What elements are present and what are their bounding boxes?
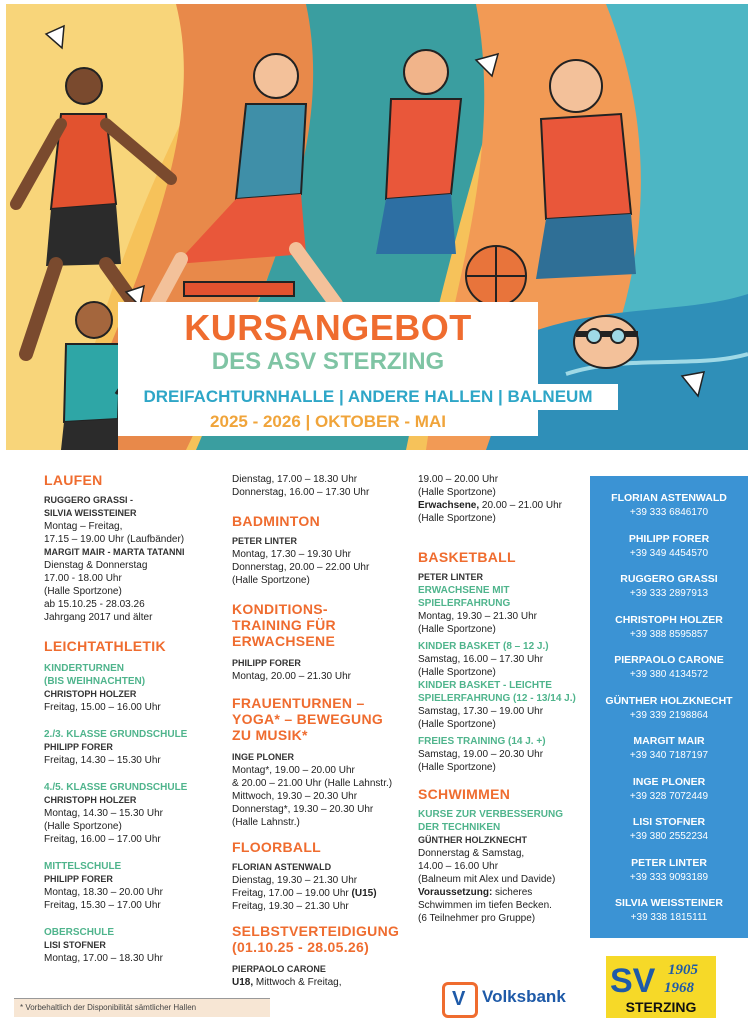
contact-phone[interactable]: +39 339 2198864 [629,709,709,721]
schedule-line: Donnerstag, 20.00 – 22.00 Uhr [232,562,370,573]
schedule-line: (Halle Sportzone) [232,575,310,586]
contact-entry [590,729,748,770]
trainer-name: SILVIA WEISSTEINER [44,508,137,518]
trainer-name: PHILIPP FORER [44,874,113,884]
column-2 [232,473,412,989]
subheading: FREIES TRAINING (14 J. +) [418,736,546,747]
schedule-line: Montag, 18.30 – 20.00 Uhr [44,887,163,898]
volksbank-icon [442,982,478,1018]
schedule-line: Freitag, 15.30 – 17.00 Uhr [44,900,161,911]
schedule-line: Freitag, 19.30 – 21.30 Uhr [232,901,349,912]
requirement-label: Voraussetzung: [418,887,493,898]
contact-phone[interactable]: +39 338 1815111 [630,912,708,923]
contact-entry [590,810,748,851]
schedule-line [418,886,588,899]
season-line: 2025 - 2026 | OKTOBER - MAI [118,410,538,436]
contact-phone[interactable]: +39 349 4454570 [629,547,709,559]
schedule-line: Donnerstag & Samstag, [418,848,525,859]
subheading: KINDERTURNEN [44,663,124,674]
trainer-name: CHRISTOPH HOLZER [44,689,137,699]
heading-schwimmen: SCHWIMMEN [418,786,511,802]
schedule-text: Freitag, 17.00 – 19.00 Uhr [232,888,349,899]
schedule-text: 20.00 – 21.00 Uhr [479,500,562,511]
contact-entry [590,891,748,932]
schedule-line: Montag*, 19.00 – 20.00 Uhr [232,765,355,776]
contact-entry [590,648,748,689]
schedule-line [232,976,412,989]
schedule-line: Samstag, 17.30 – 19.00 Uhr [418,706,544,717]
schedule-line: 17.15 – 19.00 Uhr (Laufbänder) [44,534,185,545]
schedule-line [418,499,588,512]
subheading: KINDER BASKET (8 – 12 J.) [418,641,549,652]
schedule-line: (Halle Sportzone) [418,487,496,498]
trainer-name: FLORIAN ASTENWALD [232,862,332,872]
contact-phone[interactable]: +39 380 4134572 [629,669,709,680]
schedule-line: ab 15.10.25 - 28.03.26 [44,599,145,610]
schedule-line: Dienstag, 19.30 – 21.30 Uhr [232,875,358,886]
volksbank-icon-letter: V [452,988,466,1010]
logo-name: STERZING [625,999,697,1015]
schedule-line: Donnerstag, 16.00 – 17.30 Uhr [232,487,370,498]
column-3 [418,473,588,925]
contact-entry [590,567,748,608]
subheading: OBERSCHULE [44,927,115,938]
schedule-line [232,887,412,900]
trainer-name: LISI STOFNER [44,940,106,950]
contact-name: GÜNTHER HOLZKNECHT [605,694,733,707]
schedule-line: & 20.00 – 21.00 Uhr (Halle Lahnstr.) [232,778,393,789]
heading-selbstverteidigung-dates: (01.10.25 - 28.05.26) [232,939,370,955]
contact-phone[interactable]: +39 333 9093189 [629,871,709,883]
trainer-name: MARGIT MAIR - MARTA TATANNI [44,547,185,557]
subheading: SPIELERFAHRUNG (12 - 13/14 J.) [418,693,576,704]
trainer-name: PETER LINTER [418,572,484,582]
contact-phone[interactable]: +39 388 8595857 [629,628,709,640]
heading-basketball: BASKETBALL [418,549,516,565]
schedule-text: Mittwoch & Freitag, [253,977,342,988]
schedule-line: Freitag, 14.30 – 15.30 Uhr [44,755,161,766]
logo-year: 1905 [668,962,698,978]
schedule-line: 17.00 - 18.00 Uhr [44,573,122,584]
contact-entry [590,527,748,568]
subheading: ERWACHSENE MIT [418,585,510,596]
schedule-line: Dienstag & Donnerstag [44,560,148,571]
schedule-line: Montag, 20.00 – 21.30 Uhr [232,671,351,682]
schedule-line: (Halle Sportzone) [44,586,122,597]
contact-phone[interactable]: +39 333 6846170 [629,507,709,518]
contact-entry [590,689,748,730]
contact-name: PETER LINTER [631,856,707,869]
schedule-line: Samstag, 16.00 – 17.30 Uhr [418,654,544,665]
column-1 [44,464,224,965]
schedule-line: Schwimmen im tiefen Becken. [418,900,552,911]
schedule-line: Dienstag, 17.00 – 18.30 Uhr [232,474,358,485]
trainer-name: GÜNTHER HOLZKNECHT [418,835,527,845]
contact-name: CHRISTOPH HOLZER [615,613,723,626]
page-subtitle: DES ASV STERZING [211,348,445,375]
heading-konditionstraining: TRAINING FÜR [232,617,336,633]
schedule-line: (Halle Sportzone) [44,821,122,832]
age-group-badge: U18, [232,977,254,988]
schedule-line: Freitag, 16.00 – 17.00 Uhr [44,834,161,845]
contact-name: PIERPAOLO CARONE [614,654,724,666]
subheading: 4./5. KLASSE GRUNDSCHULE [44,782,188,793]
heading-konditionstraining: ERWACHSENE [232,633,336,649]
contact-entry [590,608,748,649]
heading-badminton: BADMINTON [232,513,320,529]
subheading: SPIELERFAHRUNG [418,598,511,609]
schedule-line: 19.00 – 20.00 Uhr [418,474,499,485]
heading-laufen: LAUFEN [44,472,103,488]
contact-phone[interactable]: +39 380 2552234 [629,831,709,842]
schedule-line: Montag, 17.00 – 18.30 Uhr [44,953,163,964]
schedule-line: Montag, 17.30 – 19.30 Uhr [232,549,351,560]
trainer-name: PHILIPP FORER [44,742,113,752]
sv-logo-icon [606,956,716,1018]
schedule-line: Montag, 19.30 – 21.30 Uhr [418,611,537,622]
subheading: MITTELSCHULE [44,861,122,872]
schedule-line: (Halle Sportzone) [418,513,496,524]
logo-letters: SV [610,962,656,1000]
volksbank-name: Volksbank [482,987,566,1006]
schedule-line: Donnerstag*, 19.30 – 20.30 Uhr [232,804,374,815]
schedule-line: Mittwoch, 19.30 – 20.30 Uhr [232,791,358,802]
schedule-line: 14.00 – 16.00 Uhr [418,861,499,872]
contact-name: FLORIAN ASTENWALD [611,492,727,504]
footnote: * Vorbehaltlich der Disponibilität sämtlicher Hallen [14,998,270,1017]
heading-selbstverteidigung: SELBSTVERTEIDIGUNG [232,923,400,939]
logo-year: 1968 [664,980,694,996]
heading-frauenturnen: YOGA* – BEWEGUNG [232,711,384,727]
schedule-line: (Halle Sportzone) [418,667,496,678]
heading-floorball: FLOORBALL [232,839,322,855]
schedule-line: (Halle Sportzone) [418,624,496,635]
contact-name: PHILIPP FORER [628,532,710,545]
subheading: (BIS WEIHNACHTEN) [44,676,146,687]
contact-entry [590,486,748,527]
schedule-line: Montag – Freitag, [44,521,123,532]
schedule-line: (Halle Sportzone) [418,762,496,773]
contact-entry [590,770,748,811]
trainer-name: PETER LINTER [232,536,298,546]
schedule-line: (6 Teilnehmer pro Gruppe) [418,913,536,924]
heading-konditionstraining: KONDITIONS- [232,601,328,617]
contact-entry [590,851,748,892]
group-label: Erwachsene, [418,500,480,511]
contact-name: INGE PLONER [632,775,706,788]
trainer-name: PHILIPP FORER [232,658,301,668]
contact-name: LISI STOFNER [632,816,706,828]
contact-phone[interactable]: +39 340 7187197 [629,750,709,761]
heading-frauenturnen: ZU MUSIK* [232,727,308,743]
schedule-line: Montag, 14.30 – 15.30 Uhr [44,808,163,819]
trainer-name: PIERPAOLO CARONE [232,964,326,974]
age-group-badge: (U15) [351,888,377,899]
contact-name: SILVIA WEISSTEINER [615,897,723,909]
venues-line: DREIFACHTURNHALLE | ANDERE HALLEN | BALNEUM [118,384,618,410]
swimmer-figure [574,316,638,368]
subheading: 2./3. KLASSE GRUNDSCHULE [44,729,188,740]
contact-name: MARGIT MAIR [633,735,705,747]
heading-frauenturnen: FRAUENTURNEN – [232,695,365,711]
trainer-name: RUGGERO GRASSI - [44,495,134,505]
subheading: KINDER BASKET - LEICHTE [418,680,552,691]
contact-name: RUGGERO GRASSI [620,573,718,585]
trainer-name: CHRISTOPH HOLZER [44,795,137,805]
schedule-line: Samstag, 19.00 – 20.30 Uhr [418,749,544,760]
schedule-line: Freitag, 15.00 – 16.00 Uhr [44,702,161,713]
contact-phone[interactable]: +39 333 2897913 [629,588,709,599]
page-title: KURSANGEBOT [184,307,472,348]
schedule-text: sicheres [492,887,533,898]
schedule-line: (Halle Sportzone) [418,719,496,730]
contacts-panel [590,476,748,938]
subheading: KURSE ZUR VERBESSERUNG [418,809,564,820]
heading-leichtathletik: LEICHTATHLETIK [44,638,166,654]
contact-phone[interactable]: +39 328 7072449 [629,790,709,802]
schedule-line: (Balneum mit Alex und Davide) [418,874,556,885]
schedule-line: Jahrgang 2017 und älter [44,612,153,623]
asv-sterzing-logo [606,956,716,1018]
trainer-name: INGE PLONER [232,752,295,762]
schedule-line: (Halle Lahnstr.) [232,817,300,828]
subheading: DER TECHNIKEN [418,822,501,833]
